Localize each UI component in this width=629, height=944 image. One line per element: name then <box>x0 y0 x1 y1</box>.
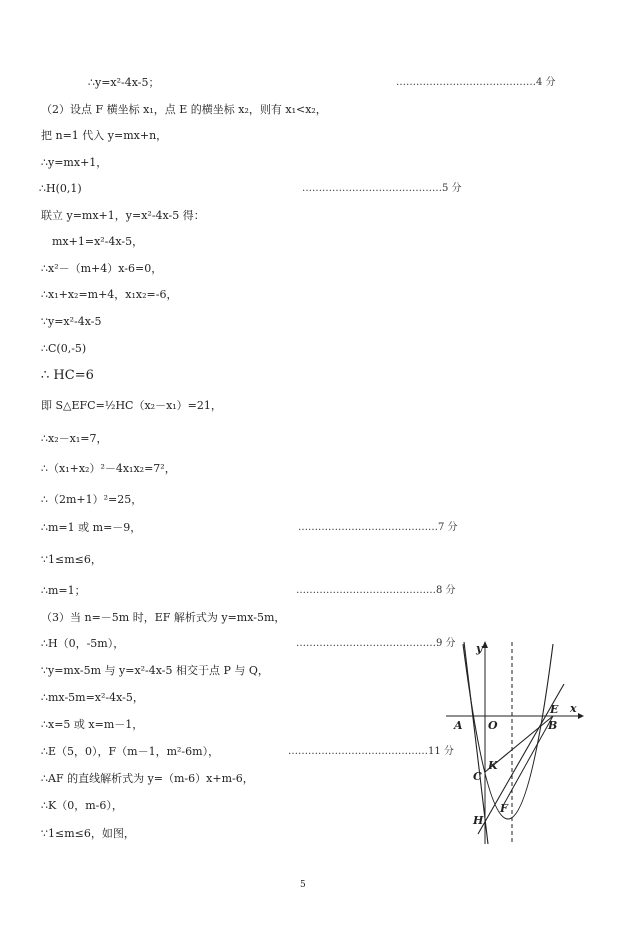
line-text: mx+1=x²-4x-5， <box>52 235 144 248</box>
line-3 <box>41 129 167 143</box>
line-text: E（5，0），F（m－1，m²-6m）， <box>48 745 220 758</box>
line-25 <box>41 745 219 759</box>
line-18 <box>41 553 102 567</box>
label-e: E <box>550 703 559 716</box>
line-19 <box>41 584 86 598</box>
label-y: y <box>476 642 483 655</box>
line-7 <box>52 235 143 249</box>
score-21: ……………………………………9 分 <box>296 638 456 649</box>
line-text: x₂－x₁=7， <box>48 432 108 445</box>
y-axis-arrow <box>482 641 488 648</box>
symbol: ∴ <box>41 772 48 785</box>
symbol: ∴ <box>41 584 48 597</box>
line-8 <box>41 262 162 276</box>
line-27 <box>41 799 123 813</box>
line-text: （3）当 n=－5m 时，EF 解析式为 y=mx-5m， <box>41 611 286 624</box>
parabola-figure <box>440 636 590 846</box>
line-text: 1≤m≤6，如图， <box>48 827 135 840</box>
line-13 <box>41 399 222 413</box>
line-5 <box>39 182 82 196</box>
symbol: ∴ <box>41 799 48 812</box>
line-23 <box>41 691 144 705</box>
line-21 <box>41 637 124 651</box>
score-19: ……………………………………8 分 <box>296 585 456 596</box>
line-text: （2）设点 F 横坐标 x₁，点 E 的横坐标 x₂，则有 x₁<x₂， <box>41 103 327 116</box>
line-text: m=1； <box>48 584 86 597</box>
line-22 <box>41 664 269 678</box>
symbol: ∴ <box>41 521 48 534</box>
label-o: O <box>488 719 498 732</box>
score-5: ……………………………………5 分 <box>302 183 462 194</box>
line-20 <box>41 611 285 625</box>
line-text: y=x²-4x-5； <box>95 76 160 89</box>
line-2 <box>41 103 327 117</box>
line-text: C(0,-5) <box>48 342 87 355</box>
symbol: ∴ <box>41 262 48 275</box>
line-10 <box>41 315 102 329</box>
line-17 <box>41 521 141 535</box>
symbol: ∴ <box>41 368 50 383</box>
symbol: ∴ <box>41 493 48 506</box>
line-6 <box>41 209 205 223</box>
label-b: B <box>548 719 558 732</box>
segment-ef <box>504 716 553 804</box>
symbol: ∵ <box>41 827 48 840</box>
line-text: K（0，m-6）， <box>48 799 123 812</box>
line-4 <box>41 156 107 170</box>
symbol: ∴ <box>41 432 48 445</box>
label-a: A <box>454 719 463 732</box>
score-17: ……………………………………7 分 <box>298 522 458 533</box>
symbol: ∴ <box>88 76 95 89</box>
symbol: ∴ <box>41 718 48 731</box>
symbol: ∵ <box>41 664 48 677</box>
line-text: 联立 y=mx+1，y=x²-4x-5 得： <box>41 209 205 222</box>
line-11 <box>41 342 86 356</box>
symbol: ∵ <box>41 315 48 328</box>
label-f: F <box>500 802 508 815</box>
line-15 <box>41 462 176 476</box>
line-text: x=5 或 x=m－1， <box>48 718 144 731</box>
label-c: C <box>473 770 482 783</box>
line-text: y=x²-4x-5 <box>48 315 102 328</box>
line-1 <box>88 76 160 90</box>
line-9 <box>41 288 177 302</box>
line-text: 1≤m≤6， <box>48 553 102 566</box>
line-24 <box>41 718 143 732</box>
line-text: H（0，-5m）， <box>48 637 125 650</box>
symbol: ∴ <box>41 288 48 301</box>
line-12 <box>41 369 94 383</box>
line-text: HC=6 <box>49 368 94 383</box>
symbol: ∴ <box>41 342 48 355</box>
symbol: ∴ <box>41 462 48 475</box>
line-28 <box>41 827 135 841</box>
line-text: AF 的直线解析式为 y=（m-6）x+m-6， <box>48 772 254 785</box>
label-x: x <box>570 702 577 715</box>
line-text: y=mx-5m 与 y=x²-4x-5 相交于点 P 与 Q， <box>48 664 269 677</box>
label-h: H <box>473 814 484 827</box>
line-text: H(0,1) <box>46 182 82 195</box>
symbol: ∴ <box>39 182 46 195</box>
line-text: y=mx+1， <box>48 156 108 169</box>
line-14 <box>41 432 107 446</box>
line-26 <box>41 772 254 786</box>
line-text: mx-5m=x²-4x-5， <box>48 691 144 704</box>
line-text: m=1 或 m=－9， <box>48 521 142 534</box>
symbol: ∴ <box>41 637 48 650</box>
symbol: ∴ <box>41 691 48 704</box>
x-axis-arrow <box>578 713 584 719</box>
label-k: K <box>488 759 498 772</box>
line-text: 把 n=1 代入 y=mx+n， <box>41 129 168 142</box>
line-16 <box>41 493 142 507</box>
symbol: ∵ <box>41 553 48 566</box>
line-text: 即 S△EFC=½HC（x₂－x₁）=21， <box>41 399 222 412</box>
line-text: （2m+1）²=25， <box>48 493 143 506</box>
line-text: （x₁+x₂）²－4x₁x₂=7²， <box>48 462 176 475</box>
symbol: ∴ <box>41 745 48 758</box>
line-text: x²－（m+4）x-6=0， <box>48 262 163 275</box>
score-25: ……………………………………11 分 <box>288 746 454 757</box>
parabola-curve <box>463 644 553 819</box>
score-1: ……………………………………4 分 <box>396 77 556 88</box>
page-number: 5 <box>300 880 306 890</box>
line-text: x₁+x₂=m+4，x₁x₂=-6， <box>48 288 178 301</box>
symbol: ∴ <box>41 156 48 169</box>
